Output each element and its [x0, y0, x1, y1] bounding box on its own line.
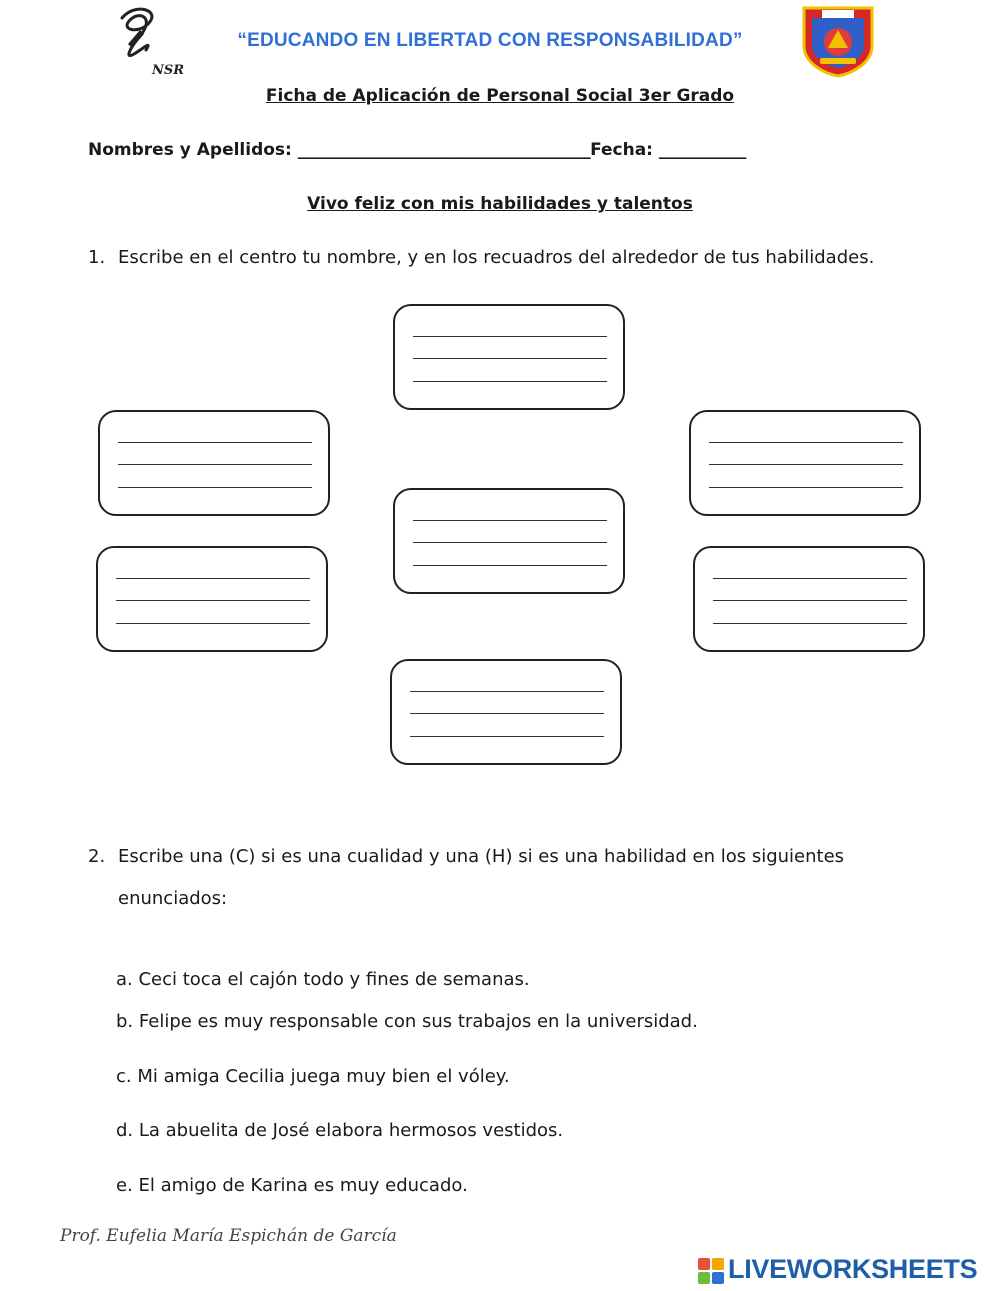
write-line	[413, 381, 607, 382]
nsr-logo	[100, 4, 200, 78]
topic-title: Vivo feliz con mis habilidades y talentos	[307, 194, 693, 214]
question-text-line-1: Escribe una (C) si es una cualidad y una (H) si es una habilidad en los siguientes	[118, 846, 845, 867]
write-line	[118, 442, 312, 443]
liveworksheets-logo-icon	[698, 1258, 724, 1284]
write-line	[410, 736, 604, 737]
ability-box-lower-left[interactable]	[96, 546, 328, 652]
write-line	[116, 623, 310, 624]
statement-b: b. Felipe es muy responsable con sus trabajos en la universidad.	[116, 1011, 698, 1032]
question-2	[88, 846, 968, 870]
write-line	[116, 600, 310, 601]
school-motto: “EDUCANDO EN LIBERTAD CON RESPONSABILIDAD”	[237, 30, 743, 51]
ability-box-upper-right[interactable]	[689, 410, 921, 516]
ability-box-top[interactable]	[393, 304, 625, 410]
write-line	[713, 600, 907, 601]
name-box-center[interactable]	[393, 488, 625, 594]
ability-box-upper-left[interactable]	[98, 410, 330, 516]
teacher-signature: Prof. Eufelia María Espichán de García	[60, 1226, 397, 1246]
logo-initials: NSR	[152, 63, 185, 78]
date-label: Fecha:	[590, 140, 653, 160]
write-line	[118, 487, 312, 488]
write-line	[413, 565, 607, 566]
question-text: Escribe en el centro tu nombre, y en los recuadros del alrededor de tus habilidades.	[118, 247, 875, 268]
write-line	[116, 578, 310, 579]
write-line	[410, 691, 604, 692]
write-line	[118, 464, 312, 465]
write-line	[709, 464, 903, 465]
name-date-row	[88, 140, 948, 160]
statement-d: d. La abuelita de José elabora hermosos vestidos.	[116, 1120, 564, 1141]
write-line	[413, 542, 607, 543]
name-line[interactable]: _____________________________________	[297, 140, 591, 160]
statement-a: a. Ceci toca el cajón todo y fines de semanas.	[116, 969, 530, 990]
write-line	[709, 442, 903, 443]
question-number: 2.	[88, 846, 106, 867]
liveworksheets-wordmark: LIVEWORKSHEETS	[728, 1254, 978, 1284]
write-line	[413, 520, 607, 521]
statement-c: c. Mi amiga Cecilia juega muy bien el vóley.	[116, 1066, 510, 1087]
question-text-line-2: enunciados:	[118, 888, 228, 909]
name-label: Nombres y Apellidos:	[88, 140, 292, 160]
statement-e: e. El amigo de Karina es muy educado.	[116, 1175, 468, 1196]
write-line	[713, 623, 907, 624]
ability-box-lower-right[interactable]	[693, 546, 925, 652]
ability-box-bottom[interactable]	[390, 659, 622, 765]
write-line	[410, 713, 604, 714]
question-number: 1.	[88, 247, 106, 268]
date-line[interactable]: ___________	[658, 140, 746, 160]
write-line	[709, 487, 903, 488]
write-line	[413, 336, 607, 337]
write-line	[713, 578, 907, 579]
school-crest-icon	[800, 4, 876, 78]
worksheet-title: Ficha de Aplicación de Personal Social 3er Grado	[265, 86, 735, 106]
write-line	[413, 358, 607, 359]
question-1	[88, 247, 968, 271]
